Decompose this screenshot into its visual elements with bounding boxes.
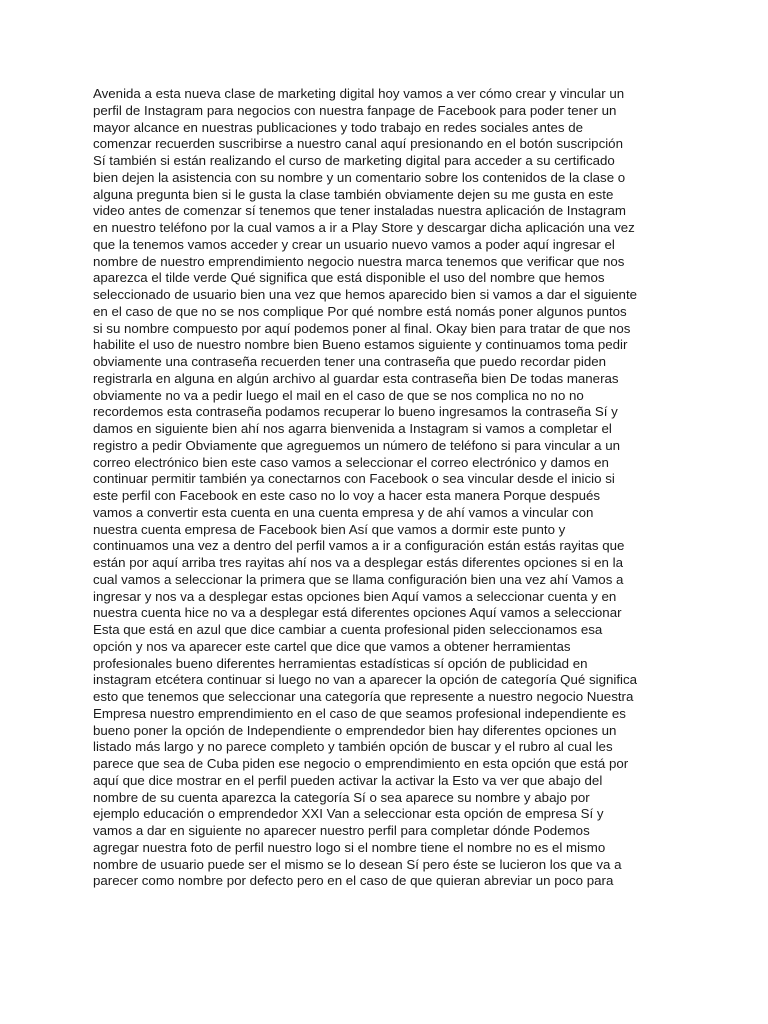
text-line: bueno poner la opción de Independiente o emprendedor bien hay diferentes opciones un (93, 722, 617, 738)
text-line: mayor alcance en nuestras publicaciones y todo trabajo en redes sociales antes de (93, 119, 584, 135)
text-line: obviamente una contraseña recuerden tener una contraseña que puedo recordar piden (93, 354, 607, 369)
text-line: parecer como nombre por defecto pero en el caso de que quieran abreviar un poco para (93, 873, 614, 889)
text-line: damos en siguiente bien ahí nos agarra bienvenida a Instagram si vamos a completar el (93, 421, 612, 436)
text-line: Empresa nuestro emprendimiento en el caso de que seamos profesional independiente es (93, 705, 626, 721)
text-line: nombre de usuario puede ser el mismo se lo desean Sí pero éste se lucieron los que va a (93, 856, 622, 872)
text-line: comenzar recuerden suscribirse a nuestro canal aquí presionando en el botón suscripción (93, 136, 623, 152)
text-line: ejemplo educación o emprendedor XXI Van a seleccionar esta opción de empresa Sí y (93, 806, 604, 822)
text-line: Avenida a esta nueva clase de marketing digital hoy vamos a ver cómo crear y vincular un (93, 86, 625, 101)
text-line: agregar nuestra foto de perfil nuestro logo si el nombre tiene el nombre no es el mismo (93, 839, 606, 855)
text-line: vamos a convertir esta cuenta en una cuenta empresa y de ahí vamos a vincular con (93, 504, 594, 520)
text-line: cual vamos a seleccionar la primera que se llama configuración bien una vez ahí Vamos a (93, 571, 624, 587)
text-line: bien dejen la asistencia con su nombre y un comentario sobre los contenidos de la clase o (93, 169, 626, 185)
document-body (93, 86, 693, 890)
text-line: alguna pregunta bien si le gusta la clase también obviamente dejen su me gusta en este (93, 186, 614, 202)
text-line: registro a pedir Obviamente que agreguemos un número de teléfono si para vincular a un (93, 437, 621, 453)
text-line: nombre de su cuenta aparezca la categoría Sí o sea aparece su nombre y abajo por (93, 789, 590, 805)
text-line: listado más largo y no parece completo y también opción de buscar y el rubro al cual les (93, 739, 613, 755)
text-line: que la tenemos vamos acceder y crear un usuario nuevo vamos a poder aquí ingresar el (93, 236, 615, 252)
text-line: nombre de nuestro emprendimiento negocio nuestra marca tenemos que verificar que nos (93, 253, 625, 269)
text-line: recordemos esta contraseña podamos recuperar lo bueno ingresamos la contraseña Sí y (93, 404, 618, 420)
text-line: instagram etcétera continuar si luego no van a aparecer la opción de categoría Qué significa (93, 672, 638, 688)
text-line: este perfil con Facebook en este caso no lo voy a hacer esta manera Porque después (93, 488, 601, 503)
text-line: seleccionado de usuario bien una vez que hemos aparecido bien si vamos a dar el siguiente (93, 287, 638, 302)
text-line: están por aquí arriba tres rayitas ahí nos va a desplegar estás diferentes opciones si en la (93, 555, 623, 570)
text-line: obviamente no va a pedir luego el mail en el caso de que se nos complica no no no (93, 387, 584, 403)
text-line: aquí que dice mostrar en el perfil pueden activar la activar la Esto va ver que abajo del (93, 772, 603, 788)
text-line: nuestra cuenta hice no va a desplegar está diferentes opciones Aquí vamos a seleccionar (93, 605, 622, 621)
text-line: profesionales bueno diferentes herramientas estadísticas sí opción de publicidad en (93, 655, 588, 671)
text-line: esto que tenemos que seleccionar una categoría que represente a nuestro negocio Nuestra (93, 689, 634, 704)
text-line: perfil de Instagram para negocios con nuestra fanpage de Facebook para poder tener un (93, 102, 617, 118)
text-line: en el caso de que no se nos complique Por qué nombre está nomás poner algunos puntos (93, 303, 627, 319)
text-line: si su nombre compuesto por aquí podemos poner al final. Okay bien para tratar de que nos (93, 320, 631, 336)
text-line: aparezca el tilde verde Qué significa que está disponible el uso del nombre que hemos (93, 270, 605, 286)
text-line: video antes de comenzar sí tenemos que tener instaladas nuestra aplicación de Instagram (93, 203, 626, 219)
text-line: ingresar y nos va a desplegar estas opciones bien Aquí vamos a seleccionar cuenta y en (93, 588, 617, 604)
text-line: Sí también si están realizando el curso de marketing digital para acceder a su certificado (93, 153, 615, 168)
text-line: correo electrónico bien este caso vamos a seleccionar el correo electrónico y damos en (93, 454, 609, 470)
text-line: opción y nos va aparecer este cartel que dice que vamos a obtener herramientas (93, 638, 571, 654)
text-line: continuamos una vez a dentro del perfil vamos a ir a configuración están estás rayitas que (93, 538, 625, 554)
text-line: parece que sea de Cuba piden ese negocio o emprendimiento en esta opción que está por (93, 756, 629, 771)
text-line: nuestra cuenta empresa de Facebook bien Así que vamos a dormir este punto y (93, 521, 566, 537)
text-line: Esta que está en azul que dice cambiar a cuenta profesional piden seleccionamos esa (93, 622, 603, 637)
text-line: habilite el uso de nuestro nombre bien Bueno estamos siguiente y continuamos toma pedir (93, 337, 628, 353)
text-line: continuar permitir también ya conectarnos con Facebook o sea vincular desde el inicio si (93, 471, 615, 487)
text-line: en nuestro teléfono por la cual vamos a ir a Play Store y descargar dicha aplicación una vez (93, 220, 635, 235)
text-line: registrarla en alguna en algún archivo al guardar esta contraseña bien De todas maneras (93, 370, 619, 386)
text-line: vamos a dar en siguiente no aparecer nuestro perfil para completar dónde Podemos (93, 823, 590, 838)
